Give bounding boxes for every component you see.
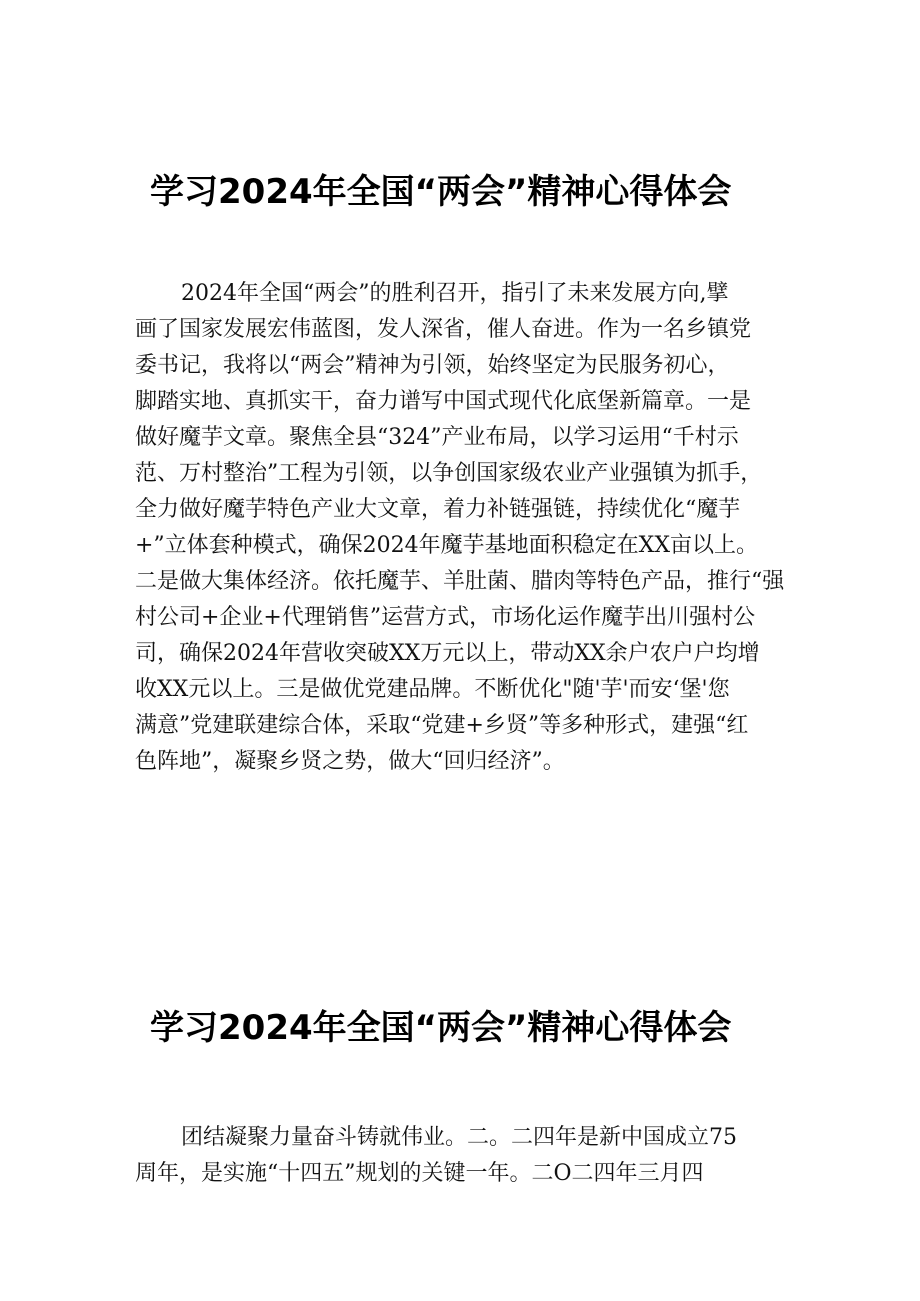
section-body-2 xyxy=(135,1120,815,1192)
paragraph-line: 委书记，我将以“两会”精神为引领，始终坚定为民服务初心， xyxy=(135,353,730,378)
section-body-1 xyxy=(135,276,815,780)
paragraph-line: 做好魔芋文章。聚焦全县“324”产业布局，以学习运用“千村示 xyxy=(135,425,739,450)
paragraph-line: 村公司+企业+代理销售”运营方式，市场化运作魔芋出川强村公 xyxy=(135,605,756,630)
paragraph-line: 收XX元以上。三是做优党建品牌。不断优化"随'芋'而安‘堡'您 xyxy=(135,677,730,702)
paragraph-line: 满意”党建联建综合体，采取“党建+乡贤”等多种形式，建强“红 xyxy=(135,713,749,738)
paragraph-line: 周年，是实施“十四五”规划的关键一年。二O二四年三月四 xyxy=(135,1161,704,1186)
paragraph-line: +”立体套种模式，确保2024年魔芋基地面积稳定在XX亩以上。 xyxy=(135,533,758,558)
section-title-1: 学习2024年全国“两会”精神心得体会 xyxy=(150,172,732,212)
paragraph-line: 画了国家发展宏伟蓝图，发人深省，催人奋进。作为一名乡镇党 xyxy=(135,317,752,342)
paragraph-line: 脚踏实地、真抓实干，奋力谱写中国式现代化底堡新篇章。一是 xyxy=(135,389,752,414)
paragraph-line: 2024年全国“两会”的胜利召开，指引了未来发展方向,擘 xyxy=(181,281,729,306)
paragraph-line: 色阵地”，凝聚乡贤之势，做大“回归经济”。 xyxy=(135,749,565,774)
paragraph-line: 团结凝聚力量奋斗铸就伟业。二。二四年是新中国成立75 xyxy=(181,1125,737,1150)
paragraph-line: 全力做好魔芋特色产业大文章，着力补链强链，持续优化“魔芋 xyxy=(135,497,741,522)
section-title-2: 学习2024年全国“两会”精神心得体会 xyxy=(150,1008,732,1048)
paragraph-line: 范、万村整治”工程为引领，以争创国家级农业产业强镇为抓手， xyxy=(135,461,763,486)
paragraph-line: 司，确保2024年营收突破XX万元以上，带动XX余户农户户均增 xyxy=(135,641,760,666)
paragraph-line: 二是做大集体经济。依托魔芋、羊肚菌、腊肉等特色产品，推行“强 xyxy=(135,569,785,594)
